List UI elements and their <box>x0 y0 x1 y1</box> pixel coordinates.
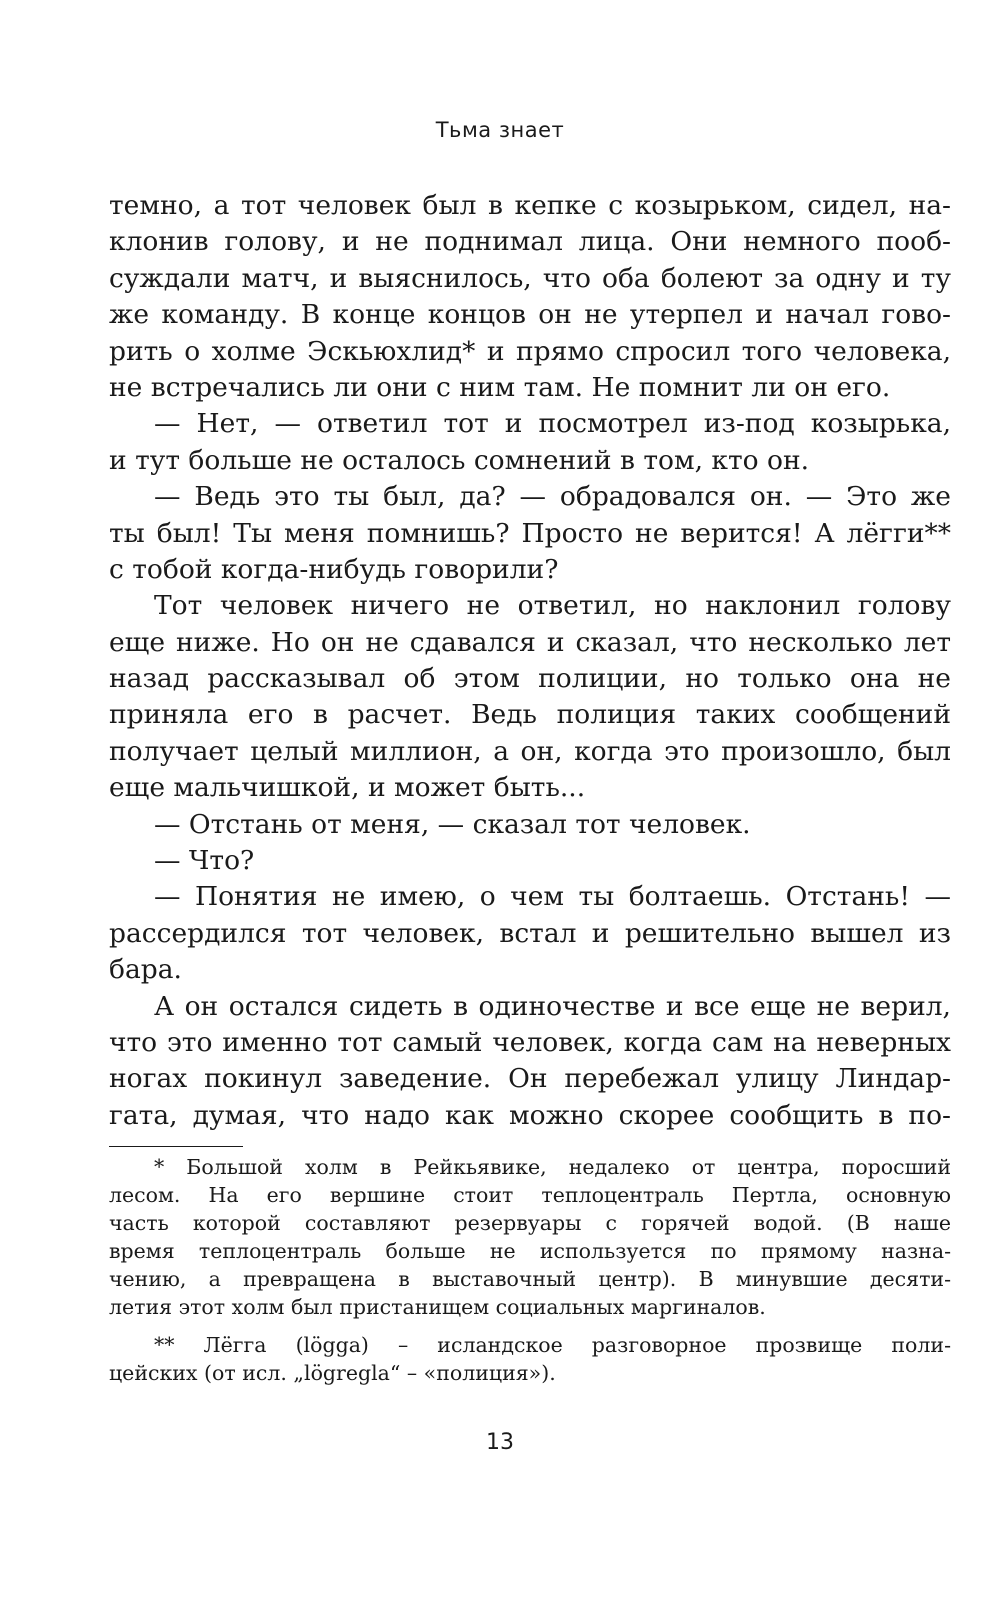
footnote-1 <box>109 1153 951 1321</box>
body-line: еще мальчишкой, и может быть... <box>109 772 586 804</box>
body-line: — Ведь это ты был, да? — обрадовался он. — Это же <box>154 481 951 513</box>
body-line: еще ниже. Но он не сдавался и сказал, что несколько лет <box>109 626 951 658</box>
body-line: рить о холме Эскьюхлид* и прямо спросил того человека, <box>109 335 951 367</box>
body-line: суждали матч, и выяснилось, что оба болеют за одну и ту <box>109 262 951 294</box>
footnote-line: * Большой холм в Рейкьявике, недалеко от центра, поросший <box>154 1155 951 1179</box>
body-line: клонив голову, и не поднимал лица. Они немного пооб- <box>109 226 951 258</box>
footnote-line: ** Лёгга (lögga) – исландское разговорное прозвище поли- <box>154 1333 951 1357</box>
body-line: назад рассказывал об этом полиции, но только она не <box>109 663 951 695</box>
footnote-line: цейских (от исл. „lögregla“ – «полиция»). <box>109 1361 556 1385</box>
body-line: не встречались ли они с ним там. Не помнит ли он его. <box>109 371 891 403</box>
body-line: ногах покинул заведение. Он перебежал улицу Линдар- <box>109 1063 951 1095</box>
body-line: А он остался сидеть в одиночестве и все еще не верил, <box>154 990 951 1022</box>
footnote-divider <box>109 1146 243 1147</box>
body-line: что это именно тот самый человек, когда сам на неверных <box>109 1026 951 1058</box>
footnote-line: лесом. На его вершине стоит теплоцентраль Пертла, основную <box>109 1183 951 1207</box>
body-line: — Понятия не имею, о чем ты болтаешь. Отстань! — <box>154 881 951 913</box>
running-head: Тьма знает <box>435 118 565 142</box>
body-line: Тот человек ничего не ответил, но наклонил голову <box>154 590 951 622</box>
body-line: же команду. В конце концов он не утерпел и начал гово- <box>109 299 951 331</box>
body-line: и тут больше не осталось сомнений в том, кто он. <box>109 444 810 476</box>
body-line: гата, думая, что надо как можно скорее сообщить в по- <box>109 1099 951 1131</box>
body-line: бара. <box>109 954 182 986</box>
body-line: — Что? <box>154 845 255 877</box>
body-line: — Отстань от меня, — сказал тот человек. <box>154 808 751 840</box>
body-line: приняла его в расчет. Ведь полиция таких сообщений <box>109 699 951 731</box>
footnote-line: время теплоцентраль больше не используется по прямому назна- <box>109 1239 951 1263</box>
footnote-line: летия этот холм был пристанищем социальных маргиналов. <box>109 1295 766 1319</box>
body-text <box>109 188 951 1134</box>
body-line: ты был! Ты меня помнишь? Просто не верится! А лёгги** <box>109 517 951 549</box>
body-line: с тобой когда-нибудь говорили? <box>109 553 559 585</box>
body-line: получает целый миллион, а он, когда это произошло, был <box>109 735 951 767</box>
footnote-line: чению, а превращена в выставочный центр). В минувшие десяти- <box>109 1267 951 1291</box>
body-line: рассердился тот человек, встал и решительно вышел из <box>109 917 951 949</box>
body-line: темно, а тот человек был в кепке с козырьком, сидел, на- <box>109 190 951 221</box>
footnote-line: часть которой составляют резервуары с горячей водой. (В наше <box>109 1211 951 1235</box>
footnotes <box>109 1153 951 1387</box>
body-line: — Нет, — ответил тот и посмотрел из-под козырька, <box>154 408 951 440</box>
footnote-2 <box>109 1331 951 1387</box>
page-number: 13 <box>486 1430 514 1455</box>
